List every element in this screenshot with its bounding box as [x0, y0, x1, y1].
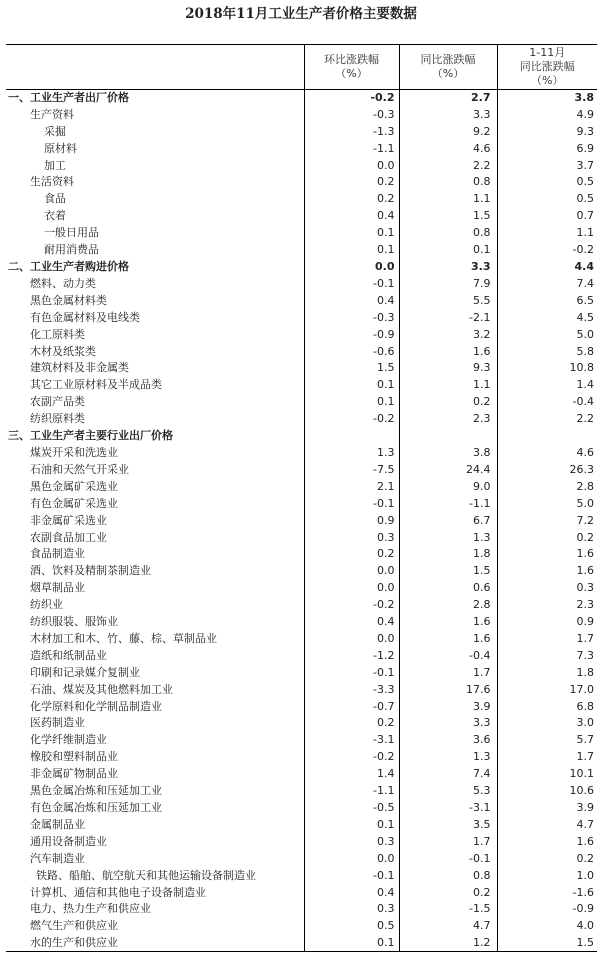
- cell-mom: -7.5: [304, 461, 399, 478]
- table-row: [6, 225, 597, 242]
- cell-yoy: 24.4: [399, 461, 497, 478]
- cell-ytd: 5.8: [497, 343, 597, 360]
- cell-yoy: -2.1: [399, 309, 497, 326]
- row-label: 化学原料和化学制品制造业: [30, 699, 162, 713]
- table-row: [6, 884, 597, 901]
- table-row: [6, 428, 597, 445]
- cell-mom: -0.3: [304, 309, 399, 326]
- row-label: 一般日用品: [44, 226, 99, 240]
- cell-ytd: 7.2: [497, 512, 597, 529]
- cell-ytd: 3.7: [497, 157, 597, 174]
- cell-mom: 0.4: [304, 884, 399, 901]
- cell-ytd: 6.5: [497, 292, 597, 309]
- cell-mom: -0.2: [304, 411, 399, 428]
- cell-ytd: 1.7: [497, 631, 597, 648]
- cell-ytd: -0.9: [497, 901, 597, 918]
- cell-yoy: 1.1: [399, 191, 497, 208]
- row-label: 农副食品加工业: [30, 530, 107, 544]
- cell-yoy: 4.7: [399, 918, 497, 935]
- cell-ytd: 4.5: [497, 309, 597, 326]
- cell-mom: -0.1: [304, 495, 399, 512]
- row-label: 计算机、通信和其他电子设备制造业: [30, 885, 206, 899]
- row-label: 二、工业生产者购进价格: [8, 260, 129, 274]
- table-row: [6, 664, 597, 681]
- cell-mom: 0.3: [304, 833, 399, 850]
- cell-mom: -0.1: [304, 867, 399, 884]
- cell-mom: 0.1: [304, 935, 399, 952]
- cell-yoy: 7.9: [399, 275, 497, 292]
- cell-mom: -0.1: [304, 664, 399, 681]
- row-label: 煤炭开采和洗选业: [30, 445, 118, 459]
- cell-yoy: 3.3: [399, 259, 497, 276]
- cell-ytd: 4.0: [497, 918, 597, 935]
- row-label: 医药制造业: [30, 716, 85, 730]
- cell-ytd: 7.4: [497, 275, 597, 292]
- row-label: 造纸和纸制品业: [30, 648, 107, 662]
- table-row: [6, 259, 597, 276]
- cell-ytd: 1.6: [497, 546, 597, 563]
- cell-mom: 0.0: [304, 563, 399, 580]
- cell-mom: -1.1: [304, 140, 399, 157]
- cell-yoy: 0.8: [399, 225, 497, 242]
- table-row: [6, 157, 597, 174]
- cell-ytd: 10.8: [497, 360, 597, 377]
- cell-yoy: 5.5: [399, 292, 497, 309]
- row-label: 纺织业: [30, 598, 63, 612]
- cell-mom: -0.9: [304, 326, 399, 343]
- row-label: 有色金属材料及电线类: [30, 310, 140, 324]
- cell-ytd: 0.5: [497, 174, 597, 191]
- cell-yoy: 1.5: [399, 208, 497, 225]
- cell-yoy: 17.6: [399, 681, 497, 698]
- row-label: 烟草制品业: [30, 581, 85, 595]
- table-row: [6, 326, 597, 343]
- cell-yoy: 1.1: [399, 377, 497, 394]
- cell-ytd: 26.3: [497, 461, 597, 478]
- table-row: [6, 597, 597, 614]
- cell-mom: 0.2: [304, 174, 399, 191]
- row-label: 生活资料: [30, 175, 74, 189]
- header-item: [6, 45, 304, 90]
- table-row: [6, 614, 597, 631]
- row-label: 食品: [44, 192, 66, 206]
- cell-ytd: 4.4: [497, 259, 597, 276]
- row-label: 其它工业原材料及半成品类: [30, 378, 162, 392]
- table-row: [6, 715, 597, 732]
- cell-mom: [304, 428, 399, 445]
- table-row: [6, 191, 597, 208]
- table-row: [6, 174, 597, 191]
- row-label: 耐用消费品: [44, 243, 99, 257]
- cell-yoy: 0.6: [399, 580, 497, 597]
- cell-mom: 0.0: [304, 259, 399, 276]
- cell-ytd: -0.2: [497, 242, 597, 259]
- cell-ytd: 0.5: [497, 191, 597, 208]
- row-label: 黑色金属矿采选业: [30, 479, 118, 493]
- cell-ytd: 2.8: [497, 478, 597, 495]
- table-row: [6, 123, 597, 140]
- cell-ytd: 4.9: [497, 106, 597, 123]
- cell-ytd: 10.6: [497, 783, 597, 800]
- page-title: 2018年11月工业生产者价格主要数据: [185, 6, 417, 22]
- cell-yoy: -1.1: [399, 495, 497, 512]
- cell-ytd: 17.0: [497, 681, 597, 698]
- cell-mom: -1.3: [304, 123, 399, 140]
- cell-mom: 0.1: [304, 377, 399, 394]
- table-row: [6, 749, 597, 766]
- table-row: [6, 411, 597, 428]
- cell-yoy: 1.6: [399, 343, 497, 360]
- row-label: 一、工业生产者出厂价格: [8, 91, 129, 105]
- cell-mom: -0.6: [304, 343, 399, 360]
- cell-yoy: 1.5: [399, 563, 497, 580]
- cell-yoy: 0.8: [399, 867, 497, 884]
- cell-yoy: -3.1: [399, 800, 497, 817]
- table-row: [6, 918, 597, 935]
- cell-yoy: 3.8: [399, 445, 497, 462]
- cell-yoy: 0.2: [399, 884, 497, 901]
- cell-mom: -3.1: [304, 732, 399, 749]
- table-row: [6, 631, 597, 648]
- row-label: 燃料、动力类: [30, 276, 96, 290]
- row-label: 采掘: [44, 124, 66, 138]
- row-label: 生产资料: [30, 107, 74, 121]
- cell-mom: 1.3: [304, 445, 399, 462]
- cell-ytd: 5.7: [497, 732, 597, 749]
- price-data-table: [6, 44, 597, 952]
- table-row: [6, 935, 597, 952]
- cell-ytd: 9.3: [497, 123, 597, 140]
- cell-ytd: -0.4: [497, 394, 597, 411]
- cell-mom: 0.1: [304, 225, 399, 242]
- row-label: 有色金属冶炼和压延加工业: [30, 801, 162, 815]
- cell-mom: -0.2: [304, 90, 399, 107]
- cell-yoy: 3.2: [399, 326, 497, 343]
- row-label: 木材及纸浆类: [30, 344, 96, 358]
- cell-ytd: 1.4: [497, 377, 597, 394]
- table-row: [6, 394, 597, 411]
- cell-mom: 0.1: [304, 816, 399, 833]
- row-label: 黑色金属材料类: [30, 293, 107, 307]
- row-label: 黑色金属冶炼和压延加工业: [30, 784, 162, 798]
- row-label: 通用设备制造业: [30, 834, 107, 848]
- row-label: 衣着: [44, 209, 66, 223]
- cell-yoy: 3.3: [399, 106, 497, 123]
- cell-mom: -1.1: [304, 783, 399, 800]
- table-row: [6, 816, 597, 833]
- cell-mom: -0.1: [304, 275, 399, 292]
- row-label: 汽车制造业: [30, 851, 85, 865]
- cell-yoy: 9.2: [399, 123, 497, 140]
- header-mom: 环比涨跌幅 （%）: [304, 45, 399, 90]
- cell-ytd: 4.7: [497, 816, 597, 833]
- cell-mom: 1.4: [304, 766, 399, 783]
- cell-mom: 0.4: [304, 292, 399, 309]
- table-row: [6, 901, 597, 918]
- row-label: 印刷和记录媒介复制业: [30, 665, 140, 679]
- cell-ytd: 0.2: [497, 850, 597, 867]
- row-label: 橡胶和塑料制品业: [30, 750, 118, 764]
- cell-yoy: 4.6: [399, 140, 497, 157]
- cell-mom: 0.0: [304, 580, 399, 597]
- table-body: [6, 90, 597, 952]
- row-label: 电力、热力生产和供应业: [30, 902, 151, 916]
- cell-ytd: 1.7: [497, 749, 597, 766]
- table-row: [6, 275, 597, 292]
- table-row: [6, 529, 597, 546]
- cell-yoy: 3.5: [399, 816, 497, 833]
- cell-yoy: 7.4: [399, 766, 497, 783]
- table-row: [6, 698, 597, 715]
- cell-ytd: 3.8: [497, 90, 597, 107]
- cell-ytd: 2.2: [497, 411, 597, 428]
- cell-mom: 0.5: [304, 918, 399, 935]
- cell-mom: -0.7: [304, 698, 399, 715]
- cell-mom: 1.5: [304, 360, 399, 377]
- row-label: 纺织原料类: [30, 412, 85, 426]
- row-label: 铁路、船舶、航空航天和其他运输设备制造业: [36, 868, 256, 882]
- cell-ytd: 6.9: [497, 140, 597, 157]
- row-label: 金属制品业: [30, 817, 85, 831]
- table-row: [6, 461, 597, 478]
- cell-mom: 2.1: [304, 478, 399, 495]
- table-row: [6, 580, 597, 597]
- cell-ytd: 6.8: [497, 698, 597, 715]
- cell-yoy: 2.3: [399, 411, 497, 428]
- cell-mom: 0.4: [304, 614, 399, 631]
- cell-yoy: 0.1: [399, 242, 497, 259]
- cell-ytd: 1.1: [497, 225, 597, 242]
- cell-ytd: 0.7: [497, 208, 597, 225]
- cell-ytd: 1.0: [497, 867, 597, 884]
- row-label: 水的生产和供应业: [6, 935, 304, 952]
- cell-mom: -0.5: [304, 800, 399, 817]
- row-label: 原材料: [44, 141, 77, 155]
- table-row: [6, 377, 597, 394]
- table-row: [6, 800, 597, 817]
- row-label: 石油、煤炭及其他燃料加工业: [30, 682, 173, 696]
- cell-yoy: 2.2: [399, 157, 497, 174]
- table-row: [6, 140, 597, 157]
- row-label: 燃气生产和供应业: [30, 919, 118, 933]
- cell-mom: -0.2: [304, 597, 399, 614]
- cell-yoy: -0.4: [399, 647, 497, 664]
- cell-ytd: 1.6: [497, 563, 597, 580]
- cell-yoy: 1.8: [399, 546, 497, 563]
- header-ytd: 1-11月 同比涨跌幅 （%）: [497, 45, 597, 90]
- table-row: [6, 546, 597, 563]
- cell-ytd: 0.9: [497, 614, 597, 631]
- cell-ytd: 7.3: [497, 647, 597, 664]
- table-row: [6, 732, 597, 749]
- table-row: [6, 867, 597, 884]
- table-header: [6, 45, 597, 90]
- row-label: 非金属矿采选业: [30, 513, 107, 527]
- cell-mom: 0.3: [304, 529, 399, 546]
- cell-mom: 0.0: [304, 157, 399, 174]
- cell-yoy: 1.6: [399, 614, 497, 631]
- cell-ytd: 1.8: [497, 664, 597, 681]
- row-label: 三、工业生产者主要行业出厂价格: [8, 429, 173, 443]
- cell-ytd: 5.0: [497, 495, 597, 512]
- cell-ytd: [497, 428, 597, 445]
- cell-ytd: 1.5: [497, 935, 597, 952]
- cell-yoy: 1.3: [399, 529, 497, 546]
- cell-yoy: 9.0: [399, 478, 497, 495]
- cell-mom: -1.2: [304, 647, 399, 664]
- cell-ytd: 2.3: [497, 597, 597, 614]
- cell-yoy: 9.3: [399, 360, 497, 377]
- table-row: [6, 360, 597, 377]
- row-label: 建筑材料及非金属类: [30, 361, 129, 375]
- cell-yoy: -0.1: [399, 850, 497, 867]
- cell-mom: 0.2: [304, 546, 399, 563]
- cell-mom: 0.3: [304, 901, 399, 918]
- cell-ytd: 4.6: [497, 445, 597, 462]
- cell-ytd: -1.6: [497, 884, 597, 901]
- table-row: [6, 783, 597, 800]
- row-label: 石油和天然气开采业: [30, 462, 129, 476]
- cell-yoy: -1.5: [399, 901, 497, 918]
- row-label: 化学纤维制造业: [30, 733, 107, 747]
- cell-yoy: [399, 428, 497, 445]
- table-row: [6, 850, 597, 867]
- cell-mom: 0.2: [304, 191, 399, 208]
- cell-yoy: 3.3: [399, 715, 497, 732]
- table-row: [6, 445, 597, 462]
- table-row: [6, 563, 597, 580]
- row-label: 酒、饮料及精制茶制造业: [30, 564, 151, 578]
- cell-mom: 0.1: [304, 394, 399, 411]
- table-row: [6, 208, 597, 225]
- cell-yoy: 1.6: [399, 631, 497, 648]
- cell-ytd: 0.2: [497, 529, 597, 546]
- header-yoy: 同比涨跌幅 （%）: [399, 45, 497, 90]
- table-row: [6, 766, 597, 783]
- cell-mom: 0.9: [304, 512, 399, 529]
- table-row: [6, 242, 597, 259]
- cell-yoy: 3.6: [399, 732, 497, 749]
- row-label: 食品制造业: [30, 547, 85, 561]
- table-row: [6, 681, 597, 698]
- cell-yoy: 1.7: [399, 833, 497, 850]
- cell-ytd: 0.3: [497, 580, 597, 597]
- row-label: 纺织服装、服饰业: [30, 615, 118, 629]
- cell-yoy: 1.2: [399, 935, 497, 952]
- cell-mom: 0.2: [304, 715, 399, 732]
- cell-yoy: 0.2: [399, 394, 497, 411]
- cell-ytd: 10.1: [497, 766, 597, 783]
- table-row: [6, 292, 597, 309]
- table-row: [6, 495, 597, 512]
- table-row: [6, 106, 597, 123]
- row-label: 木材加工和木、竹、藤、棕、草制品业: [30, 631, 217, 645]
- cell-yoy: 3.9: [399, 698, 497, 715]
- cell-mom: 0.0: [304, 631, 399, 648]
- cell-yoy: 2.7: [399, 90, 497, 107]
- cell-ytd: 5.0: [497, 326, 597, 343]
- cell-yoy: 2.8: [399, 597, 497, 614]
- table-row: [6, 90, 597, 107]
- table-row: [6, 833, 597, 850]
- cell-yoy: 0.8: [399, 174, 497, 191]
- row-label: 加工: [44, 158, 66, 172]
- cell-mom: -0.2: [304, 749, 399, 766]
- table-row: [6, 478, 597, 495]
- cell-mom: -3.3: [304, 681, 399, 698]
- cell-yoy: 5.3: [399, 783, 497, 800]
- row-label: 非金属矿物制品业: [30, 767, 118, 781]
- row-label: 农副产品类: [30, 395, 85, 409]
- cell-ytd: 3.0: [497, 715, 597, 732]
- table-row: [6, 512, 597, 529]
- row-label: 有色金属矿采选业: [30, 496, 118, 510]
- cell-yoy: 1.7: [399, 664, 497, 681]
- cell-ytd: 3.9: [497, 800, 597, 817]
- cell-mom: -0.3: [304, 106, 399, 123]
- cell-yoy: 1.3: [399, 749, 497, 766]
- row-label: 化工原料类: [30, 327, 85, 341]
- table-row: [6, 343, 597, 360]
- table-row: [6, 309, 597, 326]
- cell-mom: 0.1: [304, 242, 399, 259]
- cell-mom: 0.4: [304, 208, 399, 225]
- cell-yoy: 6.7: [399, 512, 497, 529]
- table-row: [6, 647, 597, 664]
- cell-ytd: 1.6: [497, 833, 597, 850]
- cell-mom: 0.0: [304, 850, 399, 867]
